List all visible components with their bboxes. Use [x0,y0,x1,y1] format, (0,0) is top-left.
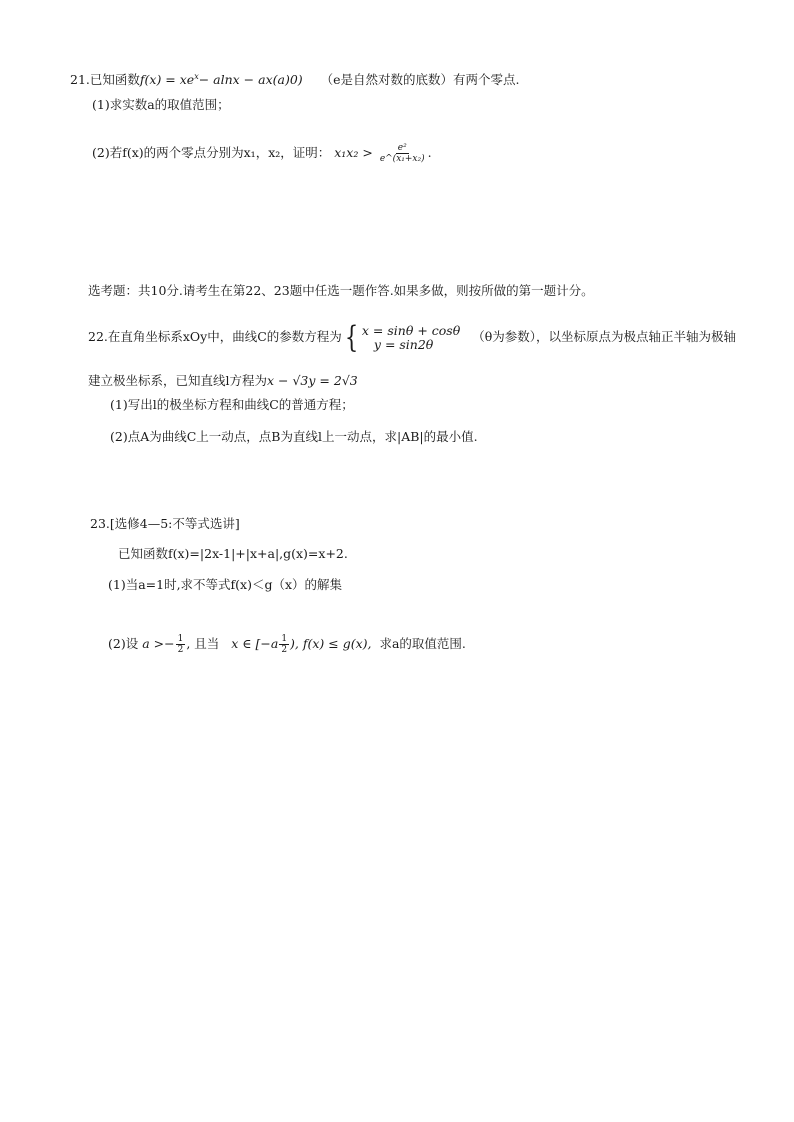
q23-half-num: 1 [177,634,184,644]
q22-line-formula: x − √3y = 2√3 [267,373,358,388]
q22-parametric-system [342,319,461,355]
q23-title: 23.[选修4—5:不等式选讲] [90,516,240,531]
q23-part2-prefix: (2)设 [108,636,139,651]
q22-line1-suffix: （θ为参数），以坐标原点为极点轴正半轴为极轴 [472,329,737,344]
q21-frac-den: e^(x₁+x₂) [379,154,425,164]
q21-formula2: − alnx − ax(a)0) [198,72,303,88]
q22-line1 [88,319,737,355]
q22-line1-prefix: 22.在直角坐标系xOy中，曲线C的参数方程为 [88,329,342,344]
q23-part2-cond: a >− [142,636,175,651]
elective-note: 选考题：共10分.请考生在第22、23题中任选一题作答.如果多做，则按所做的第一题计分。 [88,283,594,298]
q22-part1: (1)写出l的极坐标方程和曲线C的普通方程； [110,397,354,412]
q21-part2-text: (2)若f(x)的两个零点分别为x₁，x₂，证明： [92,145,331,160]
q23-part1: (1)当a=1时,求不等式f(x)＜g（x）的解集 [108,577,343,592]
q23-part2-end: 求a的取值范围. [379,636,466,651]
q22-brace: { [344,319,359,355]
q22-line2-prefix: 建立极坐标系，已知直线l方程为 [88,373,267,388]
q21-part2-end: . [427,145,432,160]
q22-eq-row1: x = sinθ + cosθ [361,322,461,338]
q21-title [70,68,520,89]
q22-eq-row2: y = sin2θ [373,336,434,352]
q21-note: （e是自然对数的底数）有两个零点. [320,72,520,88]
q23-half-den: 2 [177,645,184,655]
q23-range-left: x ∈ [−a [231,636,279,651]
q21-exp: x [194,72,199,81]
q21-formula: f(x) = xe [139,72,195,88]
q23-range-den: 2 [281,645,288,655]
q21-part1: (1)求实数a的取值范围； [92,97,230,112]
q23-half-fraction [176,634,186,655]
q23-part2-mid: , 且当 [186,636,220,651]
q21-title-prefix: 21.已知函数 [70,72,140,88]
q21-part2 [92,143,432,164]
q21-frac-num: e² [397,143,407,153]
q23-range-right: ), f(x) ≤ g(x), [290,636,372,651]
q22-part2: (2)点A为曲线C上一动点，点B为直线l上一动点，求|AB|的最小值. [110,429,478,444]
q23-range-num: 1 [281,634,288,644]
q22-line2 [88,372,358,390]
q21-part2-lhs: x₁x₂ > [334,145,373,160]
q23-given: 已知函数f(x)=|2x-1|+|x+a|,g(x)=x+2. [118,546,348,561]
q21-part2-fraction [378,143,427,164]
q23-part2 [108,632,466,656]
q23-range-fraction [279,634,289,655]
